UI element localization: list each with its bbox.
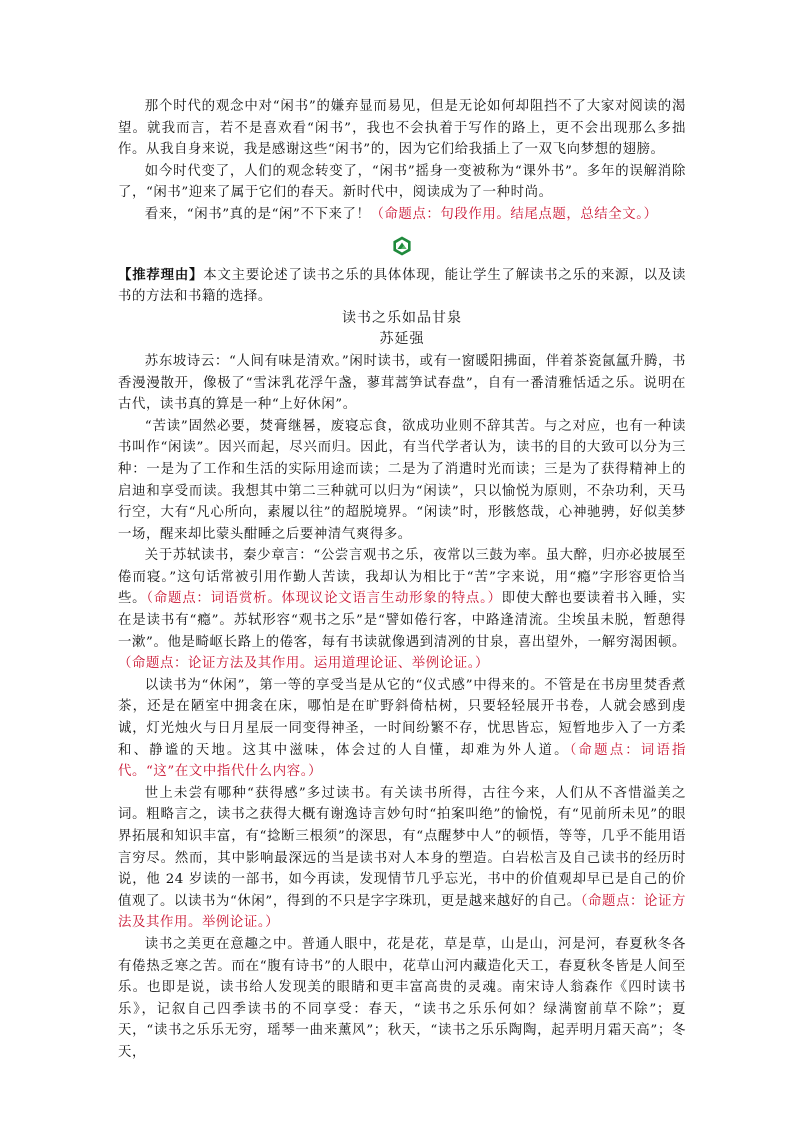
- article-body: [118, 96, 686, 1064]
- paragraph-text: 苏东坡诗云：“人间有味是清欢。”闲时读书，或有一窗暖阳拂面，伴着茶瓷氤氲升腾，书香漫漫散开，像极了“雪沫乳花浮午盏，蓼茸蒿笋试春盘”，自有一番清雅恬适之乐。说明在古代，读书真的算是一种“上好休闲”。: [118, 353, 686, 413]
- paragraph: [118, 934, 686, 1064]
- paragraph: [118, 96, 686, 161]
- paragraph-text: “苦读”固然必要，焚膏继晷，废寝忘食，欲成功业则不辞其苦。与之对应，也有一种读书叫作“闲读”。因兴而起，尽兴而归。因此，有当代学者认为，读书的目的大致可以分为三种：一是为了工作和生活的实际用途而读；二是为了消遣时光而读；三是为了获得精神上的启迪和享受而读。我想其中第二三种就可以归为“闲读”，只以愉悦为原则，不杂功利，天马行空，大有“凡心所向，素履以往”的超脱境界。“闲读”时，形骸悠哉，心神驰骋，好似美梦一场，醒来却比蒙头酣睡之后要神清气爽得多。: [118, 418, 686, 542]
- paragraph-text: 看来，“闲书”真的是“闲”不下来了！: [144, 206, 371, 222]
- recommend-text: 本文主要论述了读书之乐的具体体现，能让学生了解读书之乐的来源，以及读书的方法和书籍的选择。: [118, 267, 686, 305]
- recommend-tag: 【推荐理由】: [118, 266, 204, 283]
- recommend-reason: [118, 265, 686, 308]
- paragraph: [118, 416, 686, 546]
- paragraph: [118, 545, 686, 675]
- paragraph: [118, 675, 686, 783]
- paragraph: [118, 783, 686, 934]
- exam-point-note: （命题点：词语指代。“这”在文中指代什么内容。）: [118, 742, 686, 780]
- exam-point-note: （命题点：论证方法及其作用。举例论证。）: [118, 893, 686, 931]
- exam-point-note: （命题点：论证方法及其作用。运用道理论证、举例论证。）: [118, 656, 490, 672]
- green-hexagon-logo-icon: [392, 236, 412, 256]
- paragraph-text: 那个时代的观念中对“闲书”的嫌弃显而易见，但是无论如何却阻挡不了大家对阅读的渴望。就我而言，若不是喜欢看“闲书”，我也不会执着于写作的路上，更不会出现那么多拙作。从我自身来说，我是感谢这些“闲书”的，因为它们给我插上了一双飞向梦想的翅膀。: [118, 99, 686, 158]
- paragraph: [118, 161, 686, 204]
- exam-point-note: （命题点：句段作用。结尾点题，总结全文。）: [370, 206, 658, 222]
- paragraph-text: 关于苏轼读书，秦少章言：“公尝言观书之乐，夜常以三鼓为率。虽大醉，归亦必披展至倦而寝。”这句话常被引用作勤人苦读，我却认为相比于“苦”字来说，用“瘾”字形容更恰当些。: [118, 548, 686, 607]
- paragraph-text: 以读书为“休闲”，第一等的享受当是从它的“仪式感”中得来的。不管是在书房里焚香煮茶，还是在陋室中拥衾在床，哪怕是在旷野斜倚枯树，只要轻轻展开书卷，人就会感到虔诚，灯光烛火与日月星辰一同变得神圣，一时间纷繁不存，忧思皆忘，短暂地步入了一方柔和、静谧的天地。这其中滋味，体会过的人自懂，却难为外人道。: [118, 677, 686, 758]
- article-title: 读书之乐如品甘泉: [342, 309, 462, 326]
- section-divider: [118, 231, 686, 263]
- article-author: 苏延强: [379, 331, 425, 348]
- paragraph-text: 即使大醉也要读着书入睡，实在是读书有“瘾”。苏轼形容“观书之乐”是“譬如倦行客，中路逢清流。尘埃虽未脱，暂憩得一漱”。他是畸岖长路上的倦客，每有书读就像遇到清冽的甘泉，喜出望外，一解穷渴困顿。: [118, 591, 686, 650]
- paragraph-text: 世上未尝有哪种“获得感”多过读书。有关读书所得，古往今来，人们从不吝惜溢美之词。粗略言之，读书之获得大概有谢逸诗言妙句时“拍案叫绝”的愉悦，有“见前所未见”的眼界拓展和知识丰富，有“捻断三根须”的深思，有“点醒梦中人”的顿悟，等等，几乎不能用语言穷尽。然而，其中影响最深远的当是读书对人本身的塑造。白岩松言及自己读书的经历时说，他 24 岁读的一部书，如今再读，发现情节几乎忘光，书中的价值观却早已是自己的价值观了。以读书为“休闲”，得到的不只是字字珠玑，更是越来越好的自己。: [118, 785, 686, 909]
- exam-point-note: （命题点：词语赏析。体现议论文语言生动形象的特点。）: [146, 591, 502, 607]
- paragraph-text: 读书之美更在意趣之中。普通人眼中，花是花，草是草，山是山，河是河，春夏秋冬各有倦热乏寒之苦。而在“腹有诗书”的人眼中，花草山河内藏造化天工，春夏秋冬皆是人间至乐。也即是说，读书给人发现美的眼睛和更丰富高贵的灵魂。南宋诗人翁森作《四时读书乐》，记叙自己四季读书的不同享受：春天，“读书之乐乐何如？绿满窗前草不除”；夏天，“读书之乐乐无穷，瑶琴一曲来薰风”；秋天，“读书之乐乐陶陶，起弄明月霜天高”；冬天，: [118, 936, 686, 1060]
- paragraph: [118, 204, 686, 226]
- paragraph: [118, 351, 686, 416]
- paragraph-text: 如今时代变了，人们的观念转变了，“闲书”摇身一变被称为“课外书”。多年的误解消除了，“闲书”迎来了属于它们的春天。新时代中，阅读成为了一种时尚。: [118, 163, 686, 201]
